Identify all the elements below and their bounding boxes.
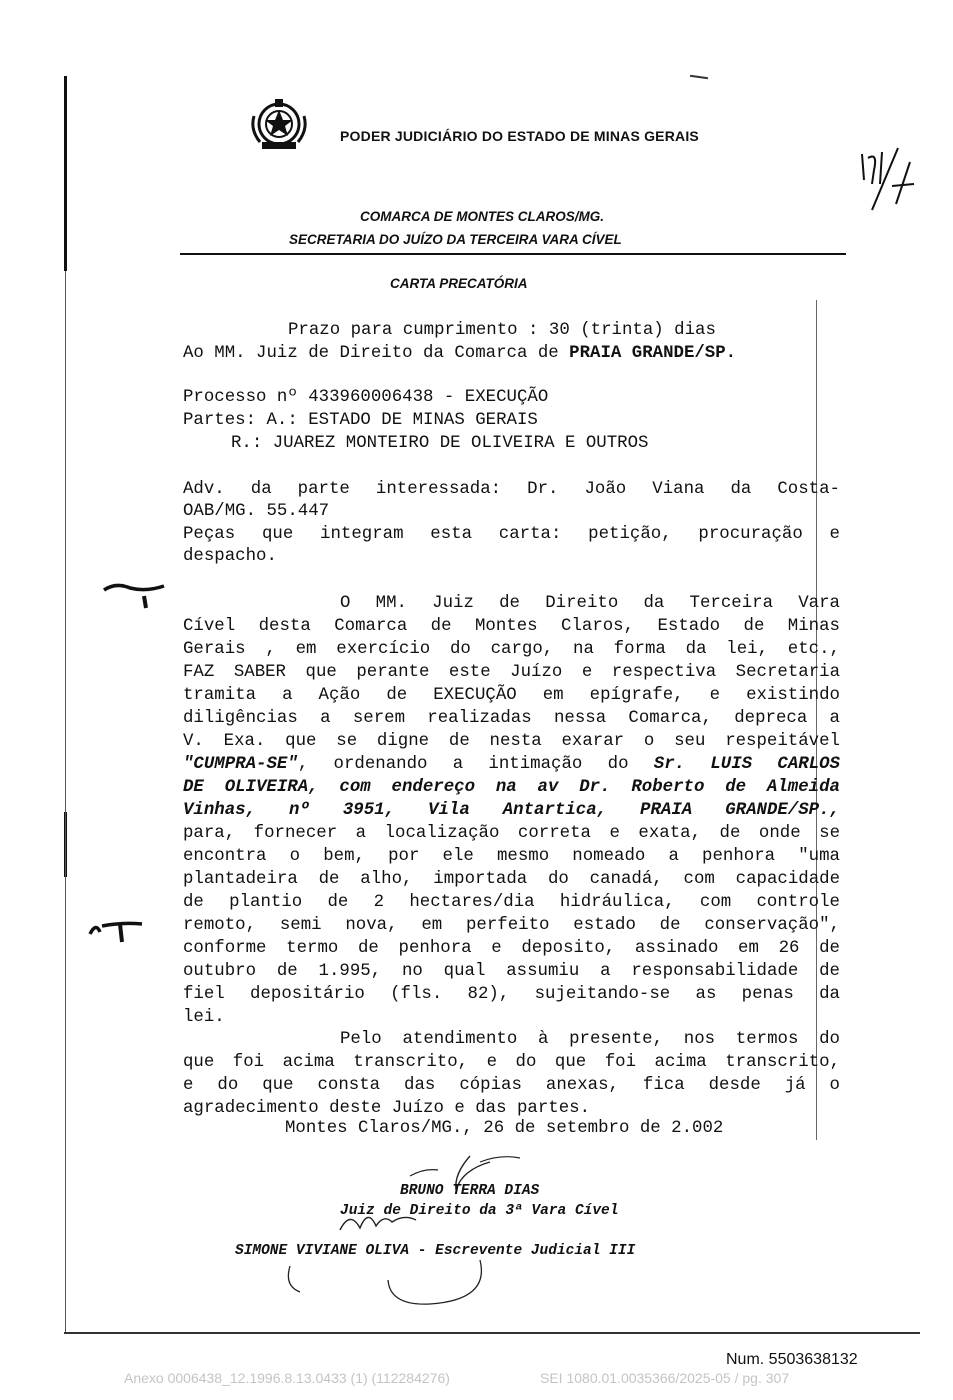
body-line-4: FAZ SABER que perante este Juízo e respectiva Secretaria [183, 663, 840, 682]
comarca-heading: COMARCA DE MONTES CLAROS/MG. [360, 209, 604, 224]
header-rule [180, 253, 846, 255]
judge-name: BRUNO TERRA DIAS [400, 1183, 540, 1199]
court-header: PODER JUDICIÁRIO DO ESTADO DE MINAS GERAIS [340, 128, 699, 144]
body-line-5: tramita a Ação de EXECUÇÃO em epígrafe, e existindo [183, 686, 840, 705]
addressee-city: PRAIA GRANDE/SP. [569, 344, 737, 363]
partes-autor: Partes: A.: ESTADO DE MINAS GERAIS [183, 411, 538, 430]
sei-reference: SEI 1080.01.0035366/2025-05 / pg. 307 [540, 1370, 790, 1386]
body-line-14: de plantio de 2 hectares/dia hidráulica, com controle [183, 893, 840, 912]
bottom-margin-line [64, 1332, 920, 1334]
closing-line-4: agradecimento deste Juízo e das partes. [183, 1099, 591, 1118]
body-line-8-mid: , ordenando a intimação do [297, 755, 654, 774]
prazo-line: Prazo para cumprimento : 30 (trinta) dias [288, 321, 716, 340]
addressee-prefix: Ao MM. Juiz de Direito da Comarca de [183, 344, 570, 363]
body-line-9: DE OLIVEIRA, com endereço na av Dr. Roberto de Almeida [183, 778, 840, 797]
top-scratch-mark [690, 75, 708, 79]
partes-reu: R.: JUAREZ MONTEIRO DE OLIVEIRA E OUTROS [231, 434, 649, 453]
margin-scribble-bottom [86, 912, 152, 946]
body-line-10: Vinhas, nº 3951, Vila Antartica, PRAIA GRANDE/SP., [183, 801, 840, 820]
body-line-17: outubro de 1.995, no qual assumiu a responsabilidade de [183, 962, 840, 981]
processo-number: Processo nº 433960006438 - EXECUÇÃO [183, 388, 549, 407]
judge-role: Juiz de Direito da 3ª Vara Cível [340, 1203, 619, 1219]
body-line-15: remoto, semi nova, em perfeito estado de conservação", [183, 916, 840, 935]
closing-line-2: que foi acima transcrito, e do que foi acima transcrito, [183, 1053, 840, 1072]
coat-of-arms-icon [248, 96, 310, 154]
secretaria-heading: SECRETARIA DO JUÍZO DA TERCEIRA VARA CÍVEL [289, 232, 622, 247]
intimado-name: Sr. LUIS CARLOS [653, 755, 840, 774]
left-margin-line [64, 76, 67, 271]
pecas-line-1: Peças que integram esta carta: petição, procuração e [183, 525, 840, 544]
handwritten-page-mark [852, 140, 932, 220]
margin-scribble-top [100, 578, 172, 612]
body-line-19: lei. [183, 1008, 225, 1027]
body-line-1: O MM. Juiz de Direito da Terceira Vara [340, 594, 840, 613]
pecas-line-2: despacho. [183, 547, 277, 566]
addressee-line [183, 342, 736, 365]
body-line-8 [183, 753, 840, 776]
body-line-18: fiel depositário (fls. 82), sujeitando-se as penas da [183, 985, 840, 1004]
closing-line-3: e do que consta das cópias anexas, fica desde já o [183, 1076, 840, 1095]
document-title: CARTA PRECATÓRIA [390, 276, 528, 291]
adv-line-2: OAB/MG. 55.447 [183, 502, 330, 521]
body-line-3: Gerais , em exercício do cargo, na forma da lei, etc., [183, 640, 840, 659]
left-margin-line-faint [65, 271, 66, 1333]
body-line-12: encontra o bem, por ele mesmo nomeado a penhora "uma [183, 847, 840, 866]
body-line-7: V. Exa. que se digne de nesta exarar o seu respeitável [183, 732, 840, 751]
body-line-16: conforme termo de penhora e deposito, assinado em 26 de [183, 939, 840, 958]
date-line: Montes Claros/MG., 26 de setembro de 2.002 [285, 1119, 724, 1138]
closing-line-1: Pelo atendimento à presente, nos termos do [340, 1030, 840, 1049]
clerk-signature-line: SIMONE VIVIANE OLIVA - Escrevente Judicial III [235, 1243, 636, 1259]
body-line-13: plantadeira de alho, importada do canadá, com capacidade [183, 870, 840, 889]
anexo-reference: Anexo 0006438_12.1996.8.13.0433 (1) (112284276) [124, 1370, 450, 1386]
document-number: Num. 5503638132 [726, 1351, 858, 1368]
body-line-11: para, fornecer a localização correta e exata, de onde se [183, 824, 840, 843]
cumpra-se: "CUMPRA-SE" [183, 755, 298, 774]
body-line-6: diligências a serem realizadas nessa Comarca, depreca a [183, 709, 840, 728]
body-line-2: Cível desta Comarca de Montes Claros, Estado de Minas [183, 617, 840, 636]
adv-line-1: Adv. da parte interessada: Dr. João Viana da Costa- [183, 480, 840, 499]
